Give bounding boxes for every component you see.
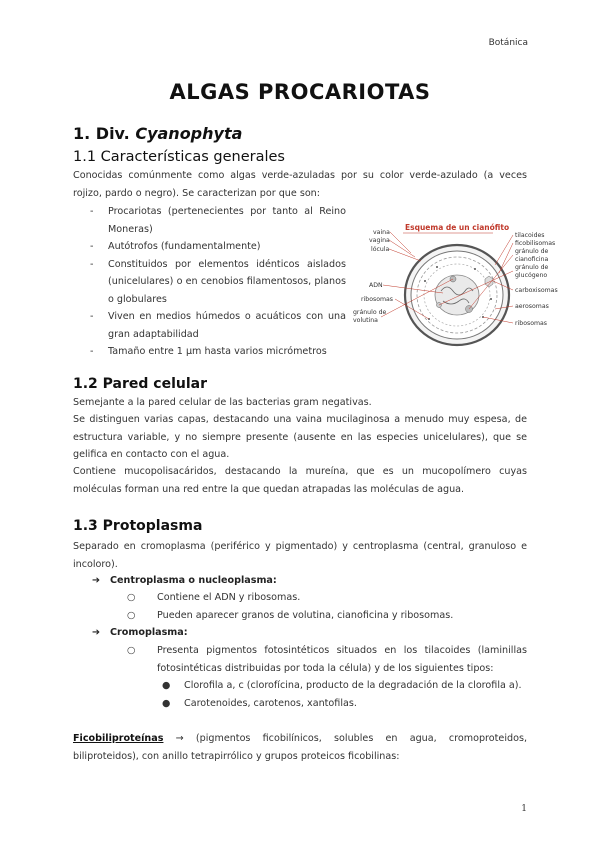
list-item: - Tamaño entre 1 µm hasta varios micrómetros: [90, 343, 346, 361]
list-item: ○ Presenta pigmentos fotosintéticos situados en los tilacoides (laminillas fotosintéticas distribuidas por toda la célula) y de los siguientes tipos:: [127, 642, 527, 677]
list-item: ● Carotenoides, carotenos, xantofilas.: [162, 695, 357, 713]
section-1-2-p2: Se distinguen varias capas, destacando una vaina mucilaginosa a menudo muy espesa, de estructura variable, y no siempre presente (ausente en las especies unicelulares), que se gelifica en contacto con el agua.: [73, 414, 527, 460]
centroplasm-item: [92, 572, 277, 590]
diagram-label-right: tilacoides: [515, 232, 545, 239]
cromoplasm-item: [92, 624, 188, 642]
ficobiliproteinas-paragraph: Ficobiliproteínas → (pigmentos ficobilínicos, solubles en agua, cromoproteidos, biliproteidos), con anillo tetrapirrólico y grupos proteicos ficobilinas:: [73, 733, 527, 762]
section-1-1-heading: 1.1 Características generales: [73, 149, 285, 165]
dot-bullet-icon: ●: [162, 680, 171, 691]
list-item: ● Clorofila a, c (clorofícina, producto de la degradación de la clorofila a).: [162, 677, 522, 695]
section-1-2-heading: 1.2 Pared celular: [73, 376, 208, 392]
diagram-label-left: vaina: [373, 229, 390, 236]
arrow-icon: ➔: [92, 575, 101, 586]
section-1-2-p3: Contiene mucopolisacáridos, destacando la mureína, que es un mucopolímero cuyas moléculas forman una red entre la que quedan atrapadas las moléculas de agua.: [73, 466, 527, 495]
diagram-label-right: aerosomas: [515, 303, 549, 310]
list-item: - Viven en medios húmedos o acuáticos con una gran adaptabilidad: [90, 308, 346, 343]
diagram-label-right: gránulo de: [515, 264, 549, 271]
diagram-title: Esquema de un cianófito: [405, 223, 510, 232]
diagram-label-right: carboxisomas: [515, 287, 558, 294]
diagram-label-right: gránulo de: [515, 248, 549, 255]
diagram-label-left: vagina: [369, 237, 390, 244]
characteristics-list: [90, 203, 346, 361]
diagram-label-right: ficobilisomas: [515, 240, 556, 247]
list-item: ○ Pueden aparecer granos de volutina, cianoficina y ribosomas.: [127, 607, 527, 625]
circle-bullet-icon: ○: [127, 610, 136, 621]
circle-bullet-icon: ○: [127, 592, 136, 603]
cyanophyte-diagram: [345, 221, 558, 351]
diagram-label-left: volutina: [353, 317, 378, 324]
section-1-3-intro: Separado en cromoplasma (periférico y pigmentado) y centroplasma (central, granuloso e incoloro).: [73, 541, 527, 570]
diagram-label-right: cianoficina: [515, 256, 549, 263]
section-1-3-heading: 1.3 Protoplasma: [73, 518, 203, 534]
diagram-label-left: lócula: [371, 246, 390, 253]
centroplasm-label: Centroplasma o nucleoplasma:: [110, 575, 277, 586]
circle-bullet-icon: ○: [127, 645, 136, 656]
diagram-label-right: glucógeno: [515, 272, 548, 279]
page-number: 1: [521, 804, 527, 814]
section-1-1-intro: Conocidas comúnmente como algas verde-azuladas por su color verde-azulado (a veces rojizo, pardo o negro). Se caracterizan por que son:: [73, 170, 527, 199]
list-item: - Autótrofos (fundamentalmente): [90, 238, 346, 256]
diagram-label-left: gránulo de: [353, 309, 387, 316]
list-item: - Procariotas (pertenecientes por tanto al Reino Moneras): [90, 203, 346, 238]
list-item: - Constituidos por elementos idénticos aislados (unicelulares) o en cenobios filamentosos, planos o globulares: [90, 256, 346, 309]
list-item: ○ Contiene el ADN y ribosomas.: [127, 589, 527, 607]
section-1-2-p1: Semejante a la pared celular de las bacterias gram negativas.: [73, 397, 372, 408]
dot-bullet-icon: ●: [162, 698, 171, 709]
division-heading: [73, 124, 242, 143]
page-title: ALGAS PROCARIOTAS: [169, 80, 431, 104]
diagram-label-right: ribosomas: [515, 320, 548, 327]
division-name: Cyanophyta: [135, 124, 243, 143]
header-subject: Botánica: [488, 38, 528, 48]
division-number: 1. Div.: [73, 124, 130, 143]
diagram-label-left: ribosomas: [361, 296, 394, 303]
diagram-label-left: ADN: [369, 282, 383, 289]
ficobiliproteinas-term: Ficobiliproteínas: [73, 733, 164, 744]
arrow-icon: ➔: [92, 627, 101, 638]
cromoplasm-label: Cromoplasma:: [110, 627, 188, 638]
